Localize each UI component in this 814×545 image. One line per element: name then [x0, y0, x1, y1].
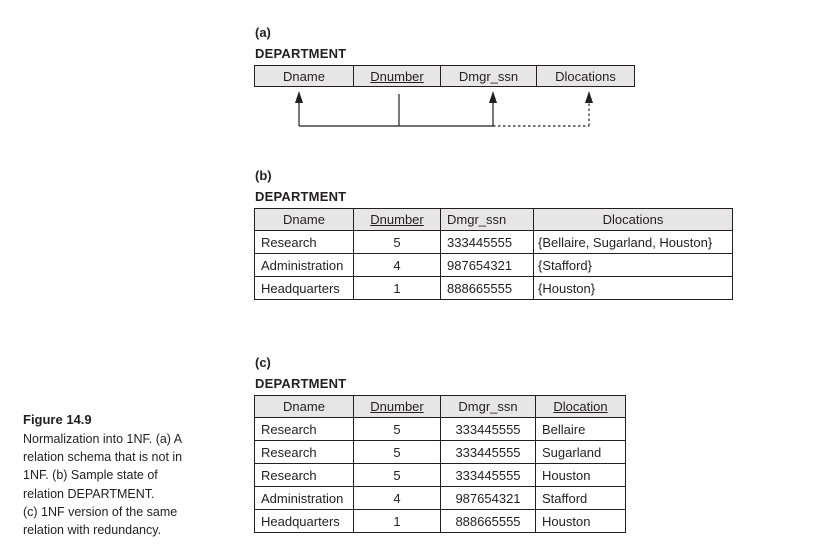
- cell-dname: Research: [255, 464, 354, 487]
- cell-dname: Research: [255, 441, 354, 464]
- cell-dmgr-ssn: 888665555: [441, 277, 534, 300]
- cell-dlocation: Houston: [536, 464, 626, 487]
- header-dmgr-ssn: Dmgr_ssn: [441, 396, 536, 418]
- cell-dlocation: Bellaire: [536, 418, 626, 441]
- cell-dname: Administration: [255, 254, 354, 277]
- cell-dname: Research: [255, 418, 354, 441]
- table-row: [255, 254, 733, 277]
- table-row: [255, 277, 733, 300]
- caption-title: Figure 14.9: [23, 412, 92, 427]
- table-row: [255, 487, 626, 510]
- header-dname: Dname: [255, 396, 354, 418]
- cell-dlocation: Stafford: [536, 487, 626, 510]
- part-c-label: (c): [255, 355, 271, 370]
- cell-dnumber: 5: [354, 418, 441, 441]
- schema-attr-dlocations: Dlocations: [537, 66, 635, 87]
- cell-dlocations: {Bellaire, Sugarland, Houston}: [534, 231, 733, 254]
- cell-dname: Headquarters: [255, 277, 354, 300]
- cell-dmgr-ssn: 333445555: [441, 464, 536, 487]
- cell-dnumber: 1: [354, 277, 441, 300]
- cell-dmgr-ssn: 333445555: [441, 231, 534, 254]
- header-dname: Dname: [255, 209, 354, 231]
- caption-line: Normalization into 1NF. (a) A: [23, 432, 183, 446]
- part-c-table: [254, 395, 626, 533]
- cell-dnumber: 4: [354, 254, 441, 277]
- part-a-label: (a): [255, 25, 271, 40]
- part-a-relation-name: DEPARTMENT: [255, 46, 347, 61]
- table-row: [255, 418, 626, 441]
- part-b-relation-name: DEPARTMENT: [255, 189, 347, 204]
- cell-dnumber: 5: [354, 231, 441, 254]
- cell-dname: Administration: [255, 487, 354, 510]
- cell-dmgr-ssn: 333445555: [441, 441, 536, 464]
- caption-line: (c) 1NF version of the same: [23, 504, 178, 519]
- table-header-row: [255, 396, 626, 418]
- caption-line: relation schema that is not in: [23, 450, 183, 465]
- cell-dnumber: 4: [354, 487, 441, 510]
- cell-dnumber: 1: [354, 510, 441, 533]
- header-dlocation: Dlocation: [536, 396, 626, 418]
- part-b-table: [254, 208, 733, 300]
- table-row: [255, 231, 733, 254]
- cell-dlocations: {Houston}: [534, 277, 733, 300]
- cell-dnumber: 5: [354, 464, 441, 487]
- arrowhead-dlocations: [585, 91, 593, 103]
- table-row: [255, 510, 626, 533]
- cell-dmgr-ssn: 987654321: [441, 254, 534, 277]
- arrowhead-dmgr-ssn: [489, 91, 497, 103]
- cell-dmgr-ssn: 987654321: [441, 487, 536, 510]
- cell-dmgr-ssn: 333445555: [441, 418, 536, 441]
- cell-dmgr-ssn: 888665555: [441, 510, 536, 533]
- table-header-row: [255, 209, 733, 231]
- schema-attr-dmgr-ssn: Dmgr_ssn: [441, 66, 537, 87]
- schema-attr-dnumber: Dnumber: [354, 66, 441, 87]
- caption-line: 1NF. (b) Sample state of: [23, 468, 158, 483]
- table-row: [255, 441, 626, 464]
- header-dlocations: Dlocations: [534, 209, 733, 231]
- header-dnumber: Dnumber: [354, 209, 441, 231]
- arrowhead-dname: [295, 91, 303, 103]
- cell-dlocations: {Stafford}: [534, 254, 733, 277]
- cell-dname: Headquarters: [255, 510, 354, 533]
- part-c-relation-name: DEPARTMENT: [255, 376, 347, 391]
- cell-dlocation: Houston: [536, 510, 626, 533]
- schema-attr-dname: Dname: [255, 66, 354, 87]
- cell-dname: Research: [255, 231, 354, 254]
- part-b-label: (b): [255, 168, 272, 183]
- header-dnumber: Dnumber: [354, 396, 441, 418]
- cell-dnumber: 5: [354, 441, 441, 464]
- caption-line: relation with redundancy.: [23, 523, 162, 538]
- cell-dlocation: Sugarland: [536, 441, 626, 464]
- caption-line: relation DEPARTMENT.: [23, 486, 155, 501]
- table-row: [255, 464, 626, 487]
- header-dmgr-ssn: Dmgr_ssn: [441, 209, 534, 231]
- figure-caption: [23, 412, 223, 539]
